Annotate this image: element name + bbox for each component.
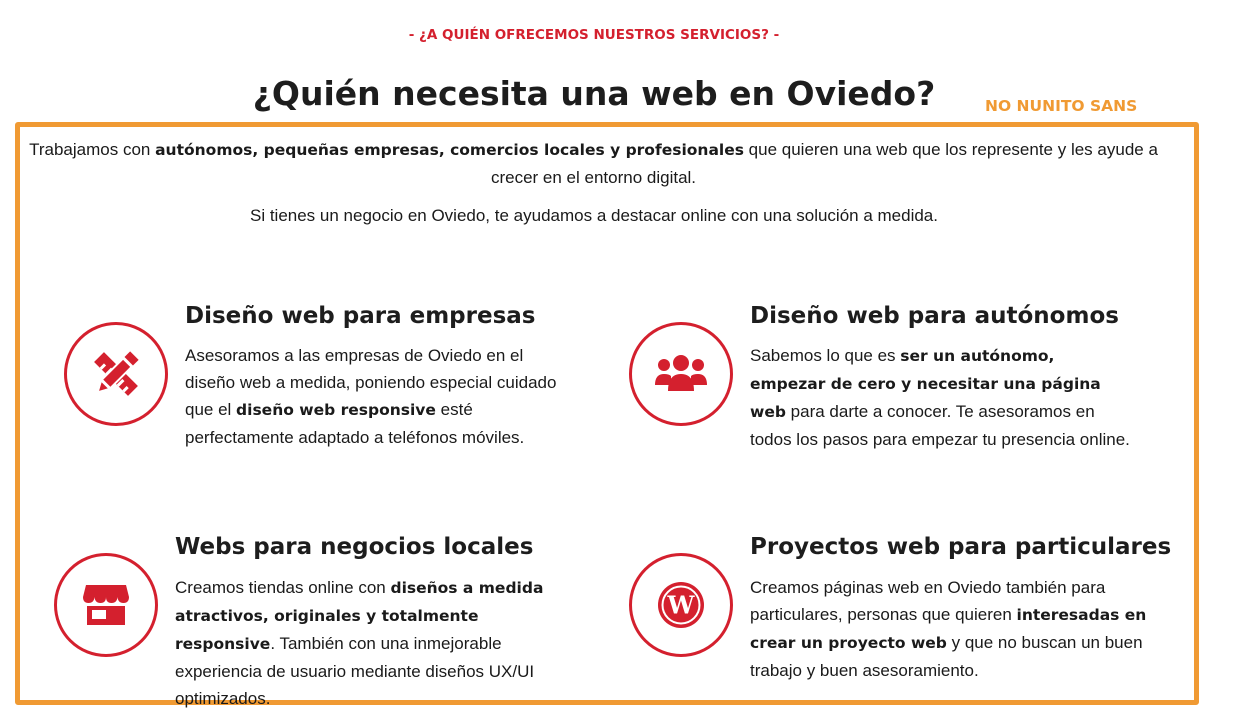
intro-secondary-text: Si tienes un negocio en Oviedo, te ayudamos a destacar online con una solución a medida. [249, 206, 938, 225]
service-desc-bold: interesadas en crear un proyecto web [750, 606, 1147, 652]
service-icon-circle [629, 322, 733, 426]
service-desc-bold: diseño web responsive [236, 401, 436, 419]
service-icon-circle [64, 322, 168, 426]
intro-text-start: Trabajamos con [29, 140, 156, 159]
service-title: Diseño web para empresas [185, 303, 536, 329]
service-desc-text: Creamos páginas web en Oviedo también para particulares, personas que quieren [750, 578, 1106, 624]
service-title: Webs para negocios locales [175, 534, 534, 560]
service-desc-text-end: . También con una inmejorable experiencia de usuario mediante diseños UX/UI optimizados. [175, 634, 535, 708]
section-title: ¿Quién necesita una web en Oviedo? [252, 74, 936, 113]
svg-text:W: W [667, 590, 695, 620]
pencil-ruler-icon [90, 348, 142, 400]
service-icon-circle [54, 553, 158, 657]
intro-text-bold: autónomos, pequeñas empresas, comercios locales y profesionales [155, 141, 744, 159]
service-desc-text: Asesoramos a las empresas de Oviedo en el diseño web a medida, poniendo especial cuidado que el [185, 346, 557, 419]
intro-text-end: que quieren una web que los represente y les ayude a crecer en el entorno digital. [490, 140, 1158, 187]
service-desc-text: Sabemos lo que es [750, 346, 901, 365]
service-description [185, 342, 560, 451]
service-icon-circle [629, 553, 733, 657]
service-description [750, 342, 1135, 453]
service-desc-text-end: y que no buscan un buen trabajo y buen asesoramiento. [750, 633, 1143, 680]
service-title: Proyectos web para particulares [750, 534, 1172, 560]
section-eyebrow: - ¿A QUIÉN OFRECEMOS NUESTROS SERVICIOS? - [408, 27, 780, 43]
service-desc-text: Creamos tiendas online con [175, 578, 391, 597]
service-description [175, 574, 565, 712]
wordpress-icon [656, 580, 706, 630]
users-icon [654, 354, 708, 394]
intro-text [26, 136, 1161, 191]
service-title: Diseño web para autónomos [750, 303, 1119, 329]
service-description [750, 574, 1150, 684]
service-desc-text-end: esté perfectamente adaptado a teléfonos móviles. [185, 400, 525, 447]
store-icon [82, 583, 130, 627]
service-desc-bold: ser un autónomo, empezar de cero y necesitar una página web [750, 347, 1101, 421]
service-desc-bold: diseños a medida atractivos, originales y totalmente responsive [175, 579, 544, 653]
font-annotation: NO NUNITO SANS [985, 97, 1138, 115]
service-desc-text-end: para darte a conocer. Te asesoramos en todos los pasos para empezar tu presencia online. [750, 402, 1130, 449]
